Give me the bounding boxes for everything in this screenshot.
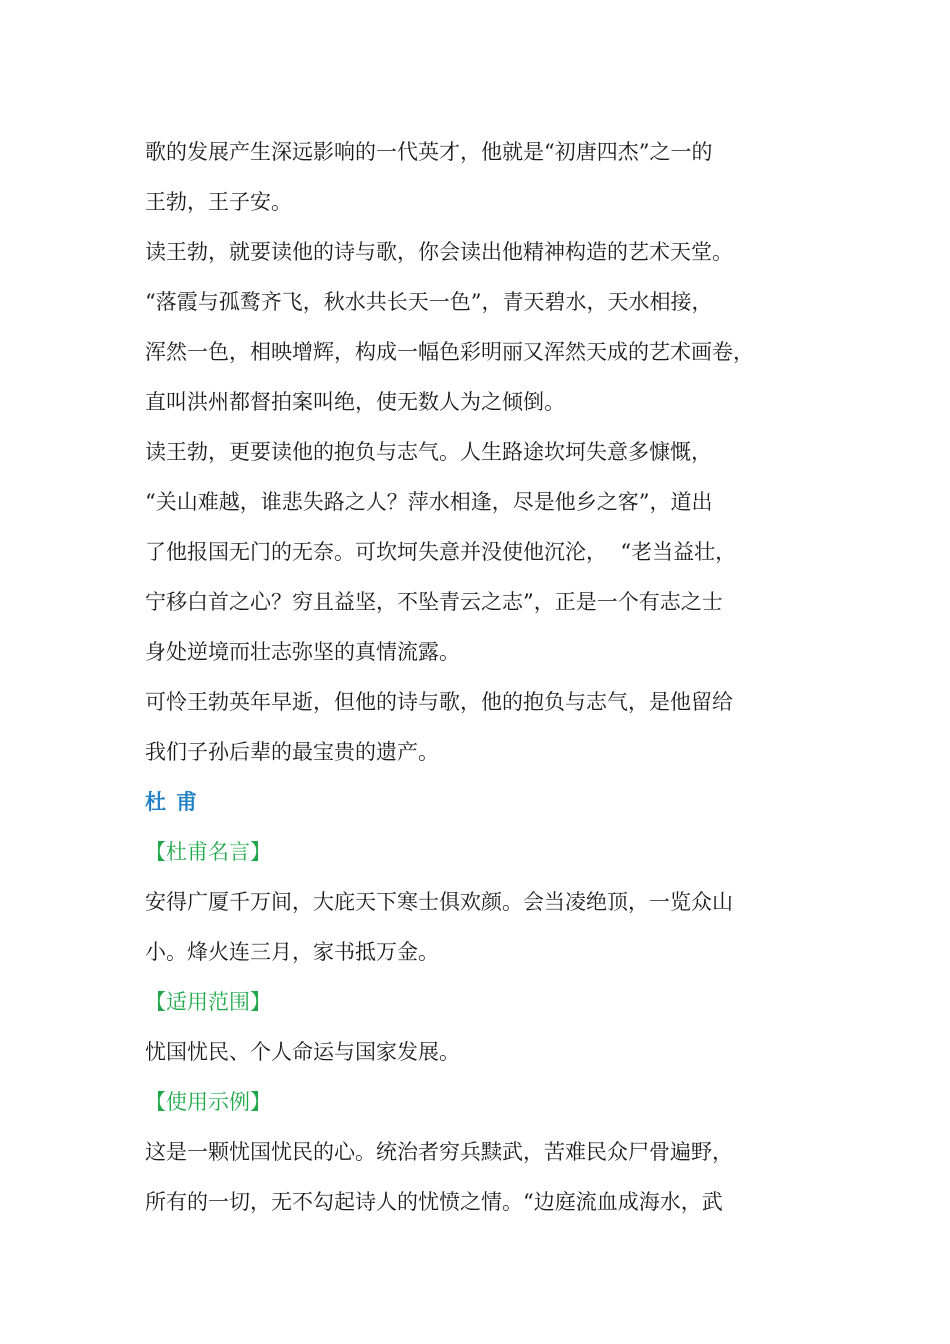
example-label: 【使用示例】 [145, 1090, 271, 1114]
paragraph-line: “落霞与孤鹜齐飞，秋水共长天一色”，青天碧水，天水相接， [145, 290, 713, 314]
paragraph-line: 王勃，王子安。 [145, 190, 292, 214]
paragraph-line: 身处逆境而壮志弥坚的真情流露。 [145, 640, 460, 664]
document-body [145, 127, 815, 1227]
paragraph-line: 浑然一色，相映增辉，构成一幅色彩明丽又浑然天成的艺术画卷， [145, 340, 754, 364]
paragraph-line: 读王勃，更要读他的抱负与志气。人生路途坎坷失意多慷慨， [145, 440, 712, 464]
paragraph-line: 可怜王勃英年早逝，但他的诗与歌，他的抱负与志气，是他留给 [145, 690, 733, 714]
paragraph-line: 读王勃，就要读他的诗与歌，你会读出他精神构造的艺术天堂。 [145, 240, 733, 264]
scope-label: 【适用范围】 [145, 990, 271, 1014]
paragraph-line: 忧国忧民、个人命运与国家发展。 [145, 1040, 460, 1064]
famous-quotes-label: 【杜甫名言】 [145, 840, 271, 864]
paragraph-line: “关山难越，谁悲失路之人？萍水相逢，尽是他乡之客”，道出 [145, 490, 713, 514]
paragraph-line: 所有的一切，无不勾起诗人的忧愤之情。“边庭流血成海水，武 [145, 1190, 723, 1214]
paragraph-line: 这是一颗忧国忧民的心。统治者穷兵黩武，苦难民众尸骨遍野， [145, 1140, 733, 1164]
paragraph-line: 安得广厦千万间，大庇天下寒士俱欢颜。会当凌绝顶，一览众山 [145, 890, 733, 914]
paragraph-line: 直叫洪州都督拍案叫绝，使无数人为之倾倒。 [145, 390, 565, 414]
paragraph-line: 小。烽火连三月，家书抵万金。 [145, 940, 439, 964]
paragraph-line: 宁移白首之心？穷且益坚，不坠青云之志”，正是一个有志之士 [145, 590, 723, 614]
paragraph-line: 了他报国无门的无奈。可坎坷失意并没使他沉沦， “老当益壮， [145, 540, 737, 564]
section-heading: 杜甫 [145, 790, 207, 814]
paragraph-line: 我们子孙后辈的最宝贵的遗产。 [145, 740, 439, 764]
paragraph-line: 歌的发展产生深远影响的一代英才，他就是“初唐四杰”之一的 [145, 140, 713, 164]
